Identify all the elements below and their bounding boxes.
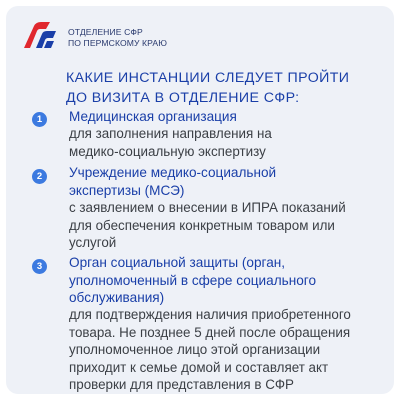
step-title-line: экспертизы (МСЭ)	[69, 182, 185, 198]
step-text-line: медико-социальную экспертизу	[69, 143, 266, 159]
step-badge-1: 1	[32, 112, 47, 127]
step-text-line: уполномоченное лицо этой организации	[69, 342, 321, 357]
step-text-line: услугой	[69, 235, 117, 250]
title-line-2: ДО ВИЗИТА В ОТДЕЛЕНИЕ СФР:	[66, 90, 300, 106]
step-title-3	[69, 254, 389, 307]
title-line-1: КАКИЕ ИНСТАНЦИИ СЛЕДУЕТ ПРОЙТИ	[66, 70, 350, 86]
org-line-1: ОТДЕЛЕНИЕ СФР	[68, 27, 143, 37]
step-text-line: с заявлением о внесении в ИПРА показаний	[69, 200, 346, 215]
step-text-line: проверки для представления в СФР	[69, 377, 294, 392]
step-text-line: приходит к семье домой и составляет акт	[69, 359, 329, 375]
step-badge-3: 3	[32, 259, 47, 274]
step-badge-2: 2	[32, 169, 47, 184]
step-title-1	[69, 108, 389, 126]
step-title-line: уполномоченный в сфере социального	[69, 272, 317, 288]
page-title	[66, 68, 386, 108]
step-text-line: товара. Не позднее 5 дней после обращения	[69, 324, 351, 340]
step-title-2	[69, 164, 389, 199]
step-text-3	[69, 306, 394, 394]
step-text-line: для заполнения направления на	[69, 126, 272, 141]
step-text-2	[69, 199, 394, 252]
step-text-line: для подтверждения наличия приобретенного	[69, 307, 351, 322]
org-line-2: ПО ПЕРМСКОМУ КРАЮ	[68, 38, 168, 48]
step-title-line: Учреждение медико-социальной	[69, 165, 277, 180]
sfr-logo-icon	[20, 18, 64, 54]
step-title-line: Медицинская организация	[69, 109, 237, 124]
organization-name	[68, 27, 167, 49]
step-text-line: для обеспечения конкретным товаром или	[69, 217, 335, 233]
step-text-1	[69, 125, 394, 160]
step-title-line: Орган социальной защиты (орган,	[69, 255, 286, 270]
step-title-line: обслуживания)	[69, 290, 165, 305]
